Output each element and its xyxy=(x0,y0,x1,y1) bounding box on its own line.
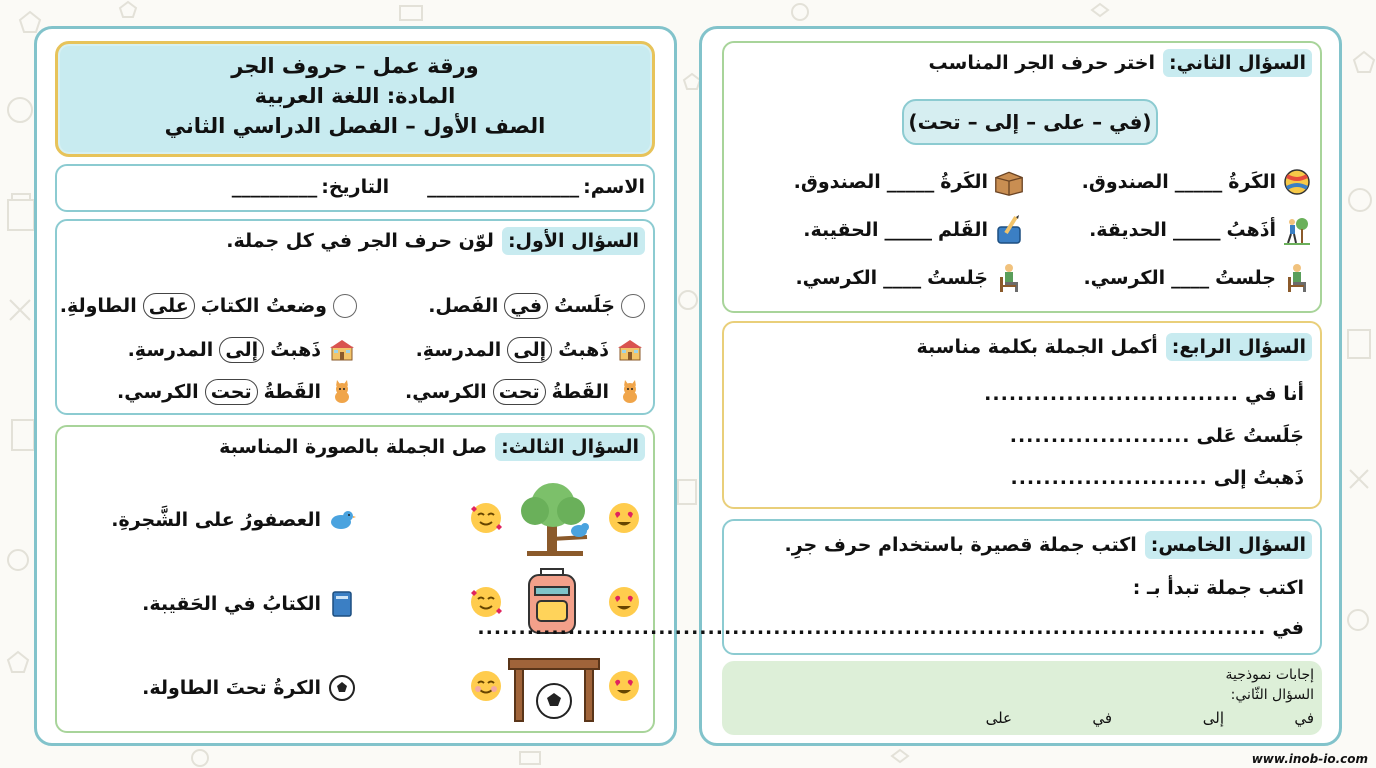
preposition-circle[interactable]: إلى xyxy=(219,337,264,363)
answer-item: في xyxy=(1294,709,1314,727)
q2-sentence: أذَهبُ _____ الحديقة. xyxy=(1089,215,1312,245)
answer-blank[interactable]: ____ xyxy=(883,267,922,289)
question-2-label: السؤال الثاني: xyxy=(1163,49,1312,77)
question-3-box xyxy=(55,425,655,733)
match-sentence[interactable]: العصفورُ على الشَّجرةِ. xyxy=(111,505,357,535)
fill-dots[interactable]: ............................... xyxy=(984,383,1239,405)
q1-sentence: القَطةُ تحت الكرسي. xyxy=(117,377,357,407)
sitting-boy-icon xyxy=(1282,263,1312,293)
worksheet-header xyxy=(55,41,655,157)
name-field[interactable]: ________________ xyxy=(427,176,580,198)
question-5-box xyxy=(477,519,1322,655)
answer-blank[interactable]: ____ xyxy=(1171,267,1210,289)
table-icon xyxy=(505,653,603,723)
writing-dots[interactable]: ................................................................................................ xyxy=(477,617,1267,639)
question-3-label: السؤال الثالث: xyxy=(495,433,645,461)
answer-blank[interactable]: _____ xyxy=(1174,171,1223,193)
q2-sentence: جلستُ ____ الكرسي. xyxy=(1083,263,1312,293)
question-4-box xyxy=(722,321,1322,509)
q1-sentence: القَطةُ تحت الكرسي. xyxy=(405,377,645,407)
cat-icon xyxy=(615,377,645,407)
school-icon xyxy=(615,335,645,365)
pencil-bag-icon xyxy=(994,215,1024,245)
question-5-title xyxy=(784,531,1312,559)
preposition-circle[interactable]: على xyxy=(143,293,195,319)
match-sentence[interactable]: الكرةُ تحتَ الطاولة. xyxy=(142,673,357,703)
worksheet-title: ورقة عمل – حروف الجر xyxy=(231,54,479,78)
fill-dots[interactable]: ...................... xyxy=(1009,425,1191,447)
answer-item: في xyxy=(1092,709,1112,727)
date-field[interactable]: _________ xyxy=(231,176,318,198)
question-4-prompt: أكمل الجملة بكلمة مناسبة xyxy=(916,336,1158,358)
smiling-hearts-icon xyxy=(469,501,503,535)
empty-circle-icon xyxy=(333,294,357,318)
model-answers-box xyxy=(722,661,1322,735)
answers-subtitle: السؤال الثّاني: xyxy=(1230,687,1314,703)
q1-sentence: ذَهبتُ إلى المدرسةِ. xyxy=(128,335,357,365)
empty-circle-icon xyxy=(621,294,645,318)
answers-title: إجابات نموذجية xyxy=(1225,667,1314,683)
question-2-box xyxy=(722,41,1322,313)
hiker-icon xyxy=(1282,215,1312,245)
heart-eyes-icon xyxy=(607,669,641,703)
question-3-prompt: صل الجملة بالصورة المناسبة xyxy=(219,436,488,458)
match-sentence[interactable]: الكتابُ في الحَقيبة. xyxy=(142,589,357,619)
q2-sentence: الكَرةُ _____ الصندوق. xyxy=(794,167,1024,197)
soccer-ball-icon xyxy=(327,673,357,703)
q1-sentence: وضعتُ الكتابَ على الطاولةِ. xyxy=(60,293,357,319)
q2-sentence: القَلم _____ الحقيبة. xyxy=(803,215,1024,245)
grade-line: الصف الأول – الفصل الدراسي الثاني xyxy=(164,114,546,138)
q1-sentence: ذَهبتُ إلى المدرسةِ. xyxy=(416,335,645,365)
website-url: www.inob-io.com xyxy=(1251,752,1368,766)
fill-line[interactable]: جَلَستُ عَلى ...................... xyxy=(1009,425,1304,447)
fill-line[interactable]: أنا في ............................... xyxy=(984,383,1304,405)
answer-item: إلى xyxy=(1202,709,1224,727)
answer-blank[interactable]: _____ xyxy=(1172,219,1221,241)
question-1-title xyxy=(226,227,645,255)
question-5-prompt: اكتب جملة قصيرة باستخدام حرف جرِ. xyxy=(784,534,1137,556)
answer-blank[interactable]: _____ xyxy=(886,171,935,193)
q2-sentence: الكَرةُ _____ الصندوق. xyxy=(1082,167,1312,197)
answer-item: على xyxy=(985,709,1012,727)
question-2-prompt: اختر حرف الجر المناسب xyxy=(928,52,1155,74)
q1-sentence: جَلَستُ في الفَصل. xyxy=(428,293,645,319)
ball-icon xyxy=(1282,167,1312,197)
cat-icon xyxy=(327,377,357,407)
q5-answer-line[interactable]: في ................................................................................................ xyxy=(477,617,1304,639)
preposition-circle[interactable]: إلى xyxy=(507,337,552,363)
question-4-label: السؤال الرابع: xyxy=(1166,333,1312,361)
preposition-circle[interactable]: في xyxy=(504,293,548,319)
bird-icon xyxy=(327,505,357,535)
tree-icon xyxy=(513,479,597,557)
question-1-prompt: لوّن حرف الجر في كل جملة. xyxy=(226,230,494,252)
question-1-box xyxy=(55,219,655,415)
q2-sentence: جَلستُ ____ الكرسي. xyxy=(795,263,1024,293)
date-label: التاريخ: xyxy=(321,176,390,198)
student-info-box xyxy=(55,164,655,212)
question-1-label: السؤال الأول: xyxy=(502,227,645,255)
sitting-boy-icon xyxy=(994,263,1024,293)
heart-eyes-icon xyxy=(607,585,641,619)
heart-eyes-icon xyxy=(607,501,641,535)
smiling-hearts-icon xyxy=(469,585,503,619)
preposition-circle[interactable]: تحت xyxy=(493,379,546,405)
question-3-title xyxy=(219,433,645,461)
fill-dots[interactable]: ........................ xyxy=(1010,467,1208,489)
fill-line[interactable]: ذَهبتُ إلى ........................ xyxy=(1010,467,1304,489)
options-pill: (في – على – إلى – تحت) xyxy=(902,99,1158,145)
q5-instruction: اكتب جملة تبدأ بـ : xyxy=(1132,577,1304,599)
school-icon xyxy=(327,335,357,365)
question-2-title xyxy=(929,49,1312,77)
subject-line: المادة: اللغة العربية xyxy=(254,84,456,108)
box-icon xyxy=(994,167,1024,197)
book-icon xyxy=(327,589,357,619)
answer-blank[interactable]: _____ xyxy=(884,219,933,241)
question-5-label: السؤال الخامس: xyxy=(1145,531,1312,559)
name-label: الاسم: xyxy=(583,176,645,198)
smiling-icon xyxy=(469,669,503,703)
preposition-circle[interactable]: تحت xyxy=(205,379,258,405)
question-4-title xyxy=(917,333,1312,361)
